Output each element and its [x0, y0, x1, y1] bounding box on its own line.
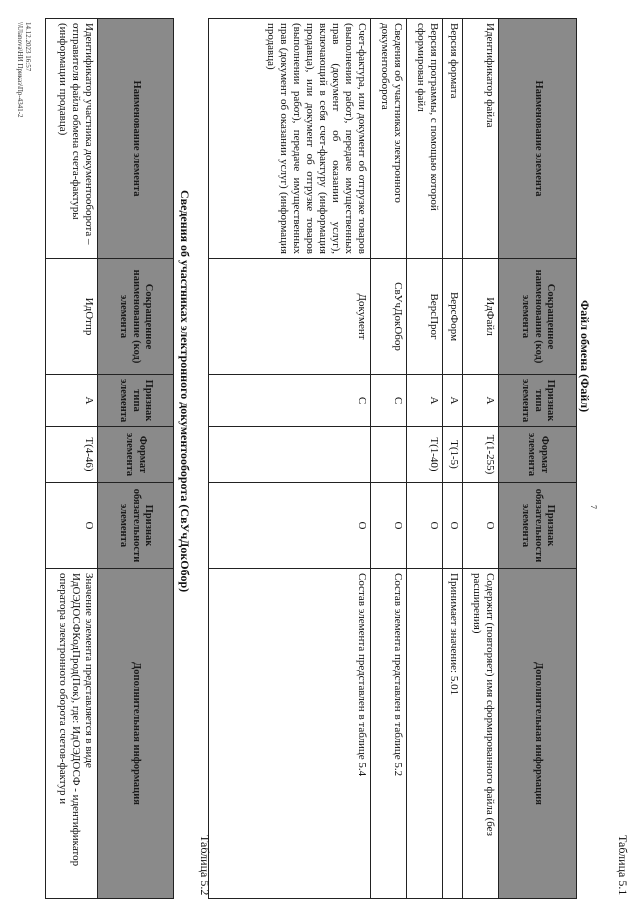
cell [371, 427, 407, 483]
cell: ИдФайл [463, 259, 499, 375]
cell: Т(4-46) [46, 427, 98, 483]
cell: А [463, 375, 499, 427]
cell: Т(1-5) [443, 427, 463, 483]
table2-label: Таблица 5.2 [198, 835, 212, 896]
cell: ВерсФорм [443, 259, 463, 375]
cell: Версия программы, с помощью которой сформирован файл [407, 19, 443, 259]
t2-header-type: Признак типа элемента [98, 375, 174, 427]
t2-header-required: Признак обязательности элемента [98, 483, 174, 569]
table1-label: Таблица 5.1 [616, 835, 630, 896]
table1-title: Файл обмена (Файл) [578, 300, 592, 413]
cell: О [46, 483, 98, 569]
cell: Т(1-40) [407, 427, 443, 483]
t2-header-format: Формат элемента [98, 427, 174, 483]
t2-header-info: Дополнительная информация [98, 569, 174, 899]
cell: ВерсПрог [407, 259, 443, 375]
cell [407, 569, 443, 899]
cell: О [209, 483, 371, 569]
t1-header-format: Формат элемента [499, 427, 577, 483]
cell: С [371, 375, 407, 427]
table-row [371, 19, 407, 899]
cell: Принимает значение: 5.01 [443, 569, 463, 899]
cell: О [407, 483, 443, 569]
cell: Документ [209, 259, 371, 375]
table-row [46, 19, 98, 899]
table-row [443, 19, 463, 899]
cell: Идентификатор файла [463, 19, 499, 259]
cell: Значение элемента представляется в виде ИдОЭДОСФКодПрод(Пок), где: ИдОЭДОСФ - идентификатор оператора электронного оборота счетов-фактур и [46, 569, 98, 899]
footnote-path: \\Ulanova\НИ Приказ\Пр-4341-2 [15, 22, 24, 118]
table1 [208, 18, 577, 899]
cell: А [443, 375, 463, 427]
table-row [209, 19, 371, 899]
cell [209, 427, 371, 483]
cell: О [371, 483, 407, 569]
page-number: 7 [589, 505, 598, 509]
t1-header-required: Признак обязательности элемента [499, 483, 577, 569]
t1-header-type: Признак типа элемента [499, 375, 577, 427]
cell: Счет-фактура, или документ об отгрузке товаров (выполнении работ), передаче имущественных прав (документ об оказании услуг), включающий в себя счет-фактуру (информация продавца), или документ об отгрузке товаров (выполнении работ), передаче имущественных прав (документ об оказании услуг) (информация продавца) [209, 19, 371, 259]
t1-header-name: Наименование элемента [499, 19, 577, 259]
cell: Состав элемента представлен в таблице 5.4 [209, 569, 371, 899]
footnote [15, 22, 32, 118]
cell: С [209, 375, 371, 427]
cell: Идентификатор участника документооборота – отправителя файла обмена счета-фактуры (информации продавца) [46, 19, 98, 259]
cell: О [443, 483, 463, 569]
cell: О [463, 483, 499, 569]
t2-header-code: Сокращенное наименование (код) элемента [98, 259, 174, 375]
t1-header-code: Сокращенное наименование (код) элемента [499, 259, 577, 375]
cell: ИдОтпр [46, 259, 98, 375]
footnote-date: 14.12.2023 16:57 [24, 22, 32, 72]
cell: СвУчДокОбор [371, 259, 407, 375]
t2-header-name: Наименование элемента [98, 19, 174, 259]
cell: Т(1-255) [463, 427, 499, 483]
cell: А [46, 375, 98, 427]
t1-header-info: Дополнительная информация [499, 569, 577, 899]
cell: Версия формата [443, 19, 463, 259]
table-row [407, 19, 443, 899]
table-row [463, 19, 499, 899]
cell: А [407, 375, 443, 427]
table2-title: Сведения об участниках электронного документооборота (СвУчДокОбор) [178, 190, 192, 593]
cell: Сведения об участниках электронного документооборота [371, 19, 407, 259]
cell: Содержит (повторяет) имя сформированного файла (без расширения) [463, 569, 499, 899]
table2 [45, 18, 174, 899]
cell: Состав элемента представлен в таблице 5.2 [371, 569, 407, 899]
